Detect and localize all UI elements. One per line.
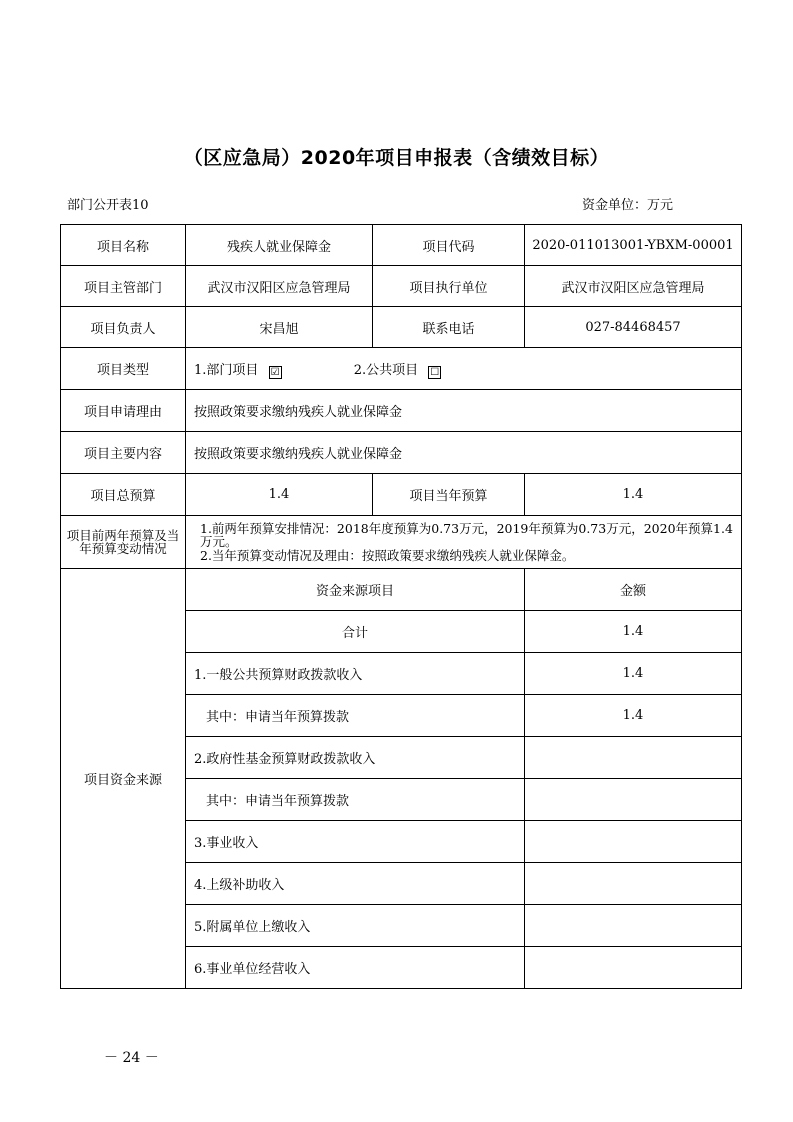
year-budget-value: 1.4	[525, 474, 742, 516]
project-application-table	[60, 224, 742, 989]
changes-line-1: 1.前两年预算安排情况：2018年度预算为0.73万元，2019年预算为0.73万元，2020年预算1.4万元。	[200, 520, 733, 550]
funding-item-name: 4.上级补助收入	[186, 863, 525, 905]
dept-value: 武汉市汉阳区应急管理局	[186, 266, 373, 307]
unchecked-checkbox-icon: ☐	[428, 366, 441, 379]
project-code-label: 项目代码	[373, 225, 525, 266]
type-options	[186, 348, 742, 390]
exec-unit-label: 项目执行单位	[373, 266, 525, 307]
row-budget-changes	[61, 516, 742, 569]
person-value: 宋昌旭	[186, 307, 373, 348]
changes-value	[186, 516, 742, 569]
year-budget-label: 项目当年预算	[373, 474, 525, 516]
funding-label: 项目资金来源	[61, 569, 186, 989]
row-project-type	[61, 348, 742, 390]
funding-item-amount: 1.4	[525, 695, 742, 737]
funding-item-name: 1.一般公共预算财政拨款收入	[186, 653, 525, 695]
exec-unit-value: 武汉市汉阳区应急管理局	[525, 266, 742, 307]
type-option-public	[354, 359, 442, 379]
type-option-public-label: 2.公共项目	[353, 362, 419, 378]
person-label: 项目负责人	[61, 307, 186, 348]
phone-label: 联系电话	[373, 307, 525, 348]
funding-item-amount	[525, 947, 742, 989]
funding-header-row	[61, 569, 742, 611]
changes-line-2: 2.当年预算变动情况及理由：按照政策要求缴纳残疾人就业保障金。	[200, 547, 575, 563]
content-label: 项目主要内容	[61, 432, 186, 474]
row-reason	[61, 390, 742, 432]
type-option-dept-label: 1.部门项目	[194, 362, 259, 378]
funding-item-name: 其中：申请当年预算拨款	[186, 695, 525, 737]
project-code-value: 2020-011013001-YBXM-00001	[525, 225, 742, 266]
funding-item-name: 6.事业单位经营收入	[186, 947, 525, 989]
checked-checkbox-icon: ☑	[269, 366, 282, 379]
total-budget-label: 项目总预算	[61, 474, 186, 516]
total-budget-value: 1.4	[186, 474, 373, 516]
funding-item-name: 合计	[186, 611, 525, 653]
row-content	[61, 432, 742, 474]
row-department	[61, 266, 742, 307]
changes-label: 项目前两年预算及当年预算变动情况	[61, 516, 186, 569]
funding-item-name: 2.政府性基金预算财政拨款收入	[186, 737, 525, 779]
content-value: 按照政策要求缴纳残疾人就业保障金	[186, 432, 742, 474]
document-number: 部门公开表10	[67, 198, 149, 213]
type-option-dept	[194, 359, 282, 379]
currency-unit: 资金单位：万元	[582, 198, 674, 213]
funding-item-amount	[525, 863, 742, 905]
funding-item-amount	[525, 821, 742, 863]
row-project-name	[61, 225, 742, 266]
row-budget	[61, 474, 742, 516]
project-name-value: 残疾人就业保障金	[186, 225, 373, 266]
page-number: － 24 －	[104, 1050, 159, 1066]
funding-item-name: 3.事业收入	[186, 821, 525, 863]
page-title: （区应急局）2020年项目申报表（含绩效目标）	[183, 147, 610, 169]
funding-header-amount: 金额	[525, 569, 742, 611]
funding-item-amount	[525, 737, 742, 779]
funding-item-amount: 1.4	[525, 653, 742, 695]
project-name-label: 项目名称	[61, 225, 186, 266]
funding-item-name: 其中：申请当年预算拨款	[186, 779, 525, 821]
funding-item-amount: 1.4	[525, 611, 742, 653]
funding-item-name: 5.附属单位上缴收入	[186, 905, 525, 947]
funding-item-amount	[525, 779, 742, 821]
type-label: 项目类型	[61, 348, 186, 390]
row-person	[61, 307, 742, 348]
dept-label: 项目主管部门	[61, 266, 186, 307]
funding-header-source: 资金来源项目	[186, 569, 525, 611]
funding-item-amount	[525, 905, 742, 947]
reason-label: 项目申请理由	[61, 390, 186, 432]
reason-value: 按照政策要求缴纳残疾人就业保障金	[186, 390, 742, 432]
phone-value: 027-84468457	[525, 307, 742, 348]
